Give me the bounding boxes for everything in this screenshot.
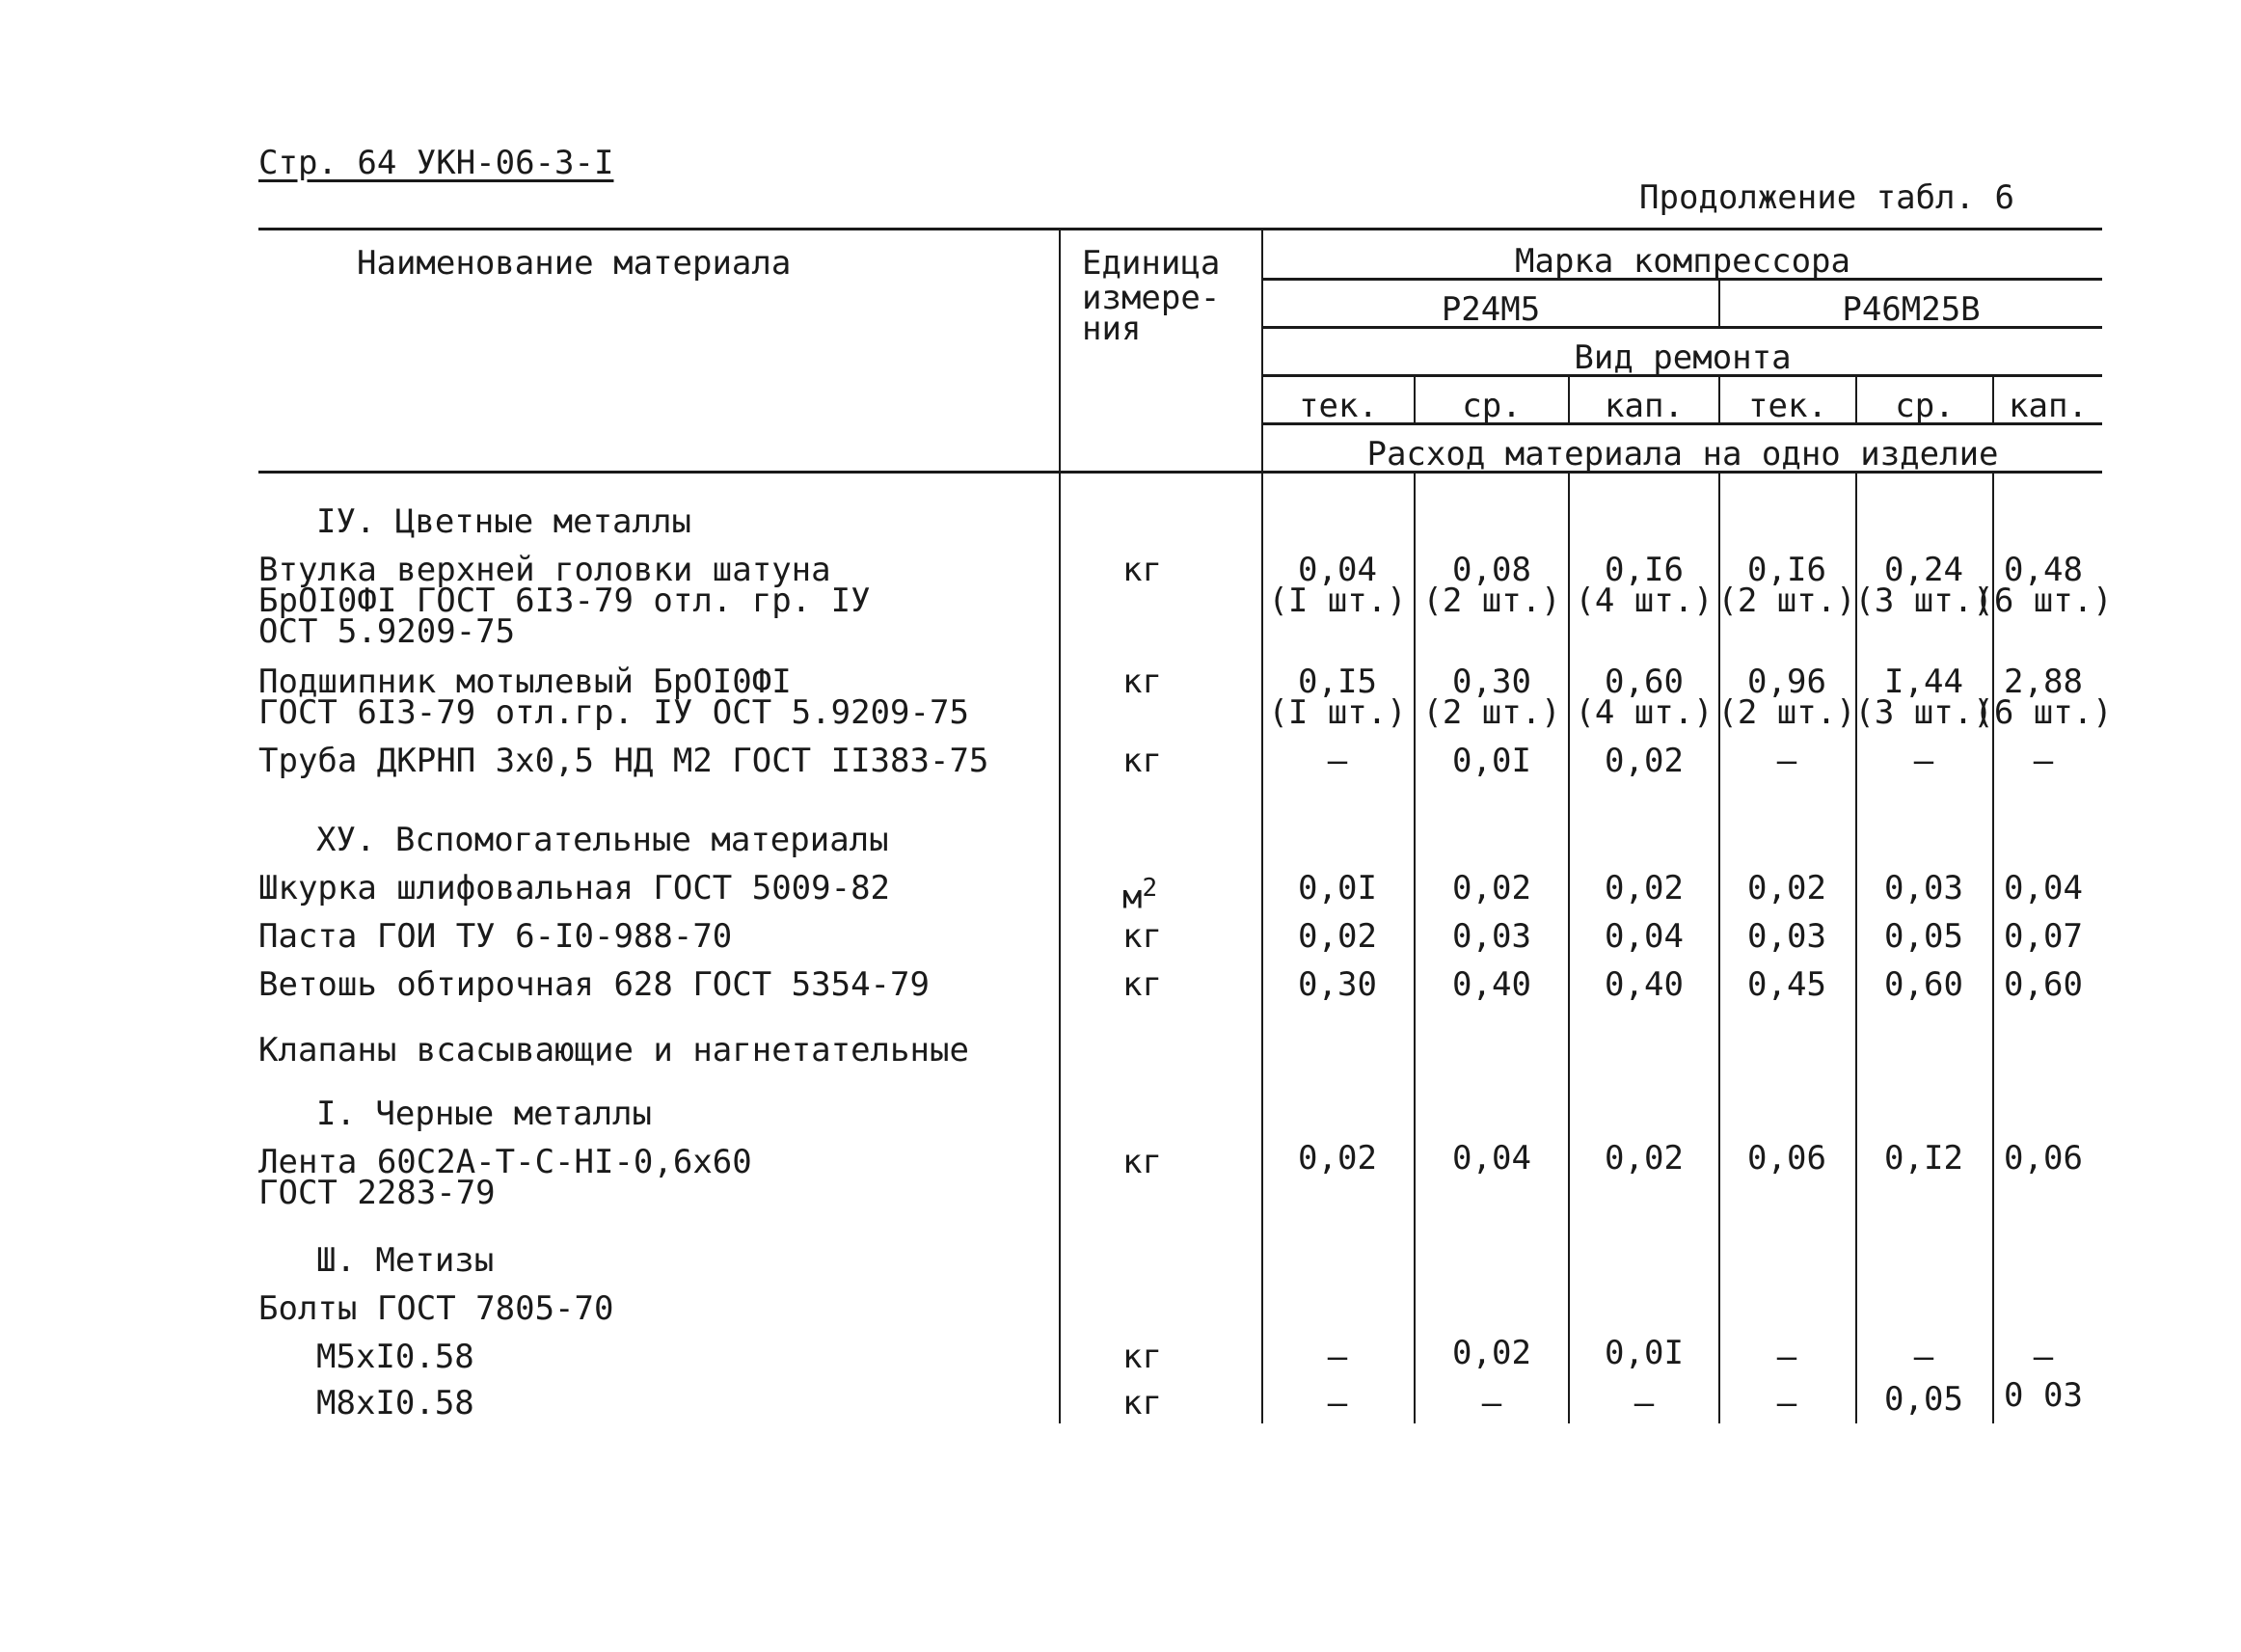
row-9-value-6: –	[2033, 1338, 2054, 1376]
header-repair-type: Вид ремонта	[1574, 339, 1792, 377]
table-top-rule	[258, 228, 2102, 230]
row-3-unit: кг	[1122, 742, 1162, 780]
col-divider-2-body	[1568, 471, 1570, 1423]
row-1-qty-5: (3 шт.)	[1854, 582, 1993, 620]
header-brand: Марка компрессора	[1515, 242, 1850, 281]
row-4-value-3: 0,02	[1605, 869, 1684, 907]
row-2-value-6: 2,88	[2004, 663, 2083, 701]
row-4-value-6: 0,04	[2004, 869, 2083, 907]
row-7-value-3: 0,02	[1605, 1139, 1684, 1178]
row-10-value-4: –	[1776, 1384, 1797, 1422]
row-6-value-6: 0,60	[2004, 965, 2083, 1004]
header-col-6: кап.	[2009, 387, 2088, 425]
row-10-name: М8хI0.58	[316, 1384, 474, 1422]
row-10-value-1: –	[1327, 1384, 1348, 1422]
row-1-value-1: 0,04	[1298, 551, 1377, 589]
section-title: I. Черные металлы	[316, 1095, 652, 1133]
row-1-unit: кг	[1122, 551, 1162, 589]
row-4-name: Шкурка шлифовальная ГОСТ 5009-82	[258, 869, 891, 907]
row-6-value-2: 0,40	[1452, 965, 1531, 1004]
row-3-value-2: 0,0I	[1452, 742, 1531, 780]
row-1-name-line3: ОСТ 5.9209-75	[258, 612, 516, 651]
row-1-value-2: 0,08	[1452, 551, 1531, 589]
section-title: Ш. Метизы	[316, 1241, 495, 1280]
row-6-value-3: 0,40	[1605, 965, 1684, 1004]
row-9-value-2: 0,02	[1452, 1334, 1531, 1372]
row-2-qty-5: (3 шт.)	[1854, 693, 1993, 732]
header-unit-line1: Единица	[1082, 244, 1221, 283]
row-7-value-5: 0,I2	[1884, 1139, 1963, 1178]
row-5-value-4: 0,03	[1747, 917, 1826, 956]
row-3-value-4: –	[1776, 742, 1797, 780]
row-7-value-1: 0,02	[1298, 1139, 1377, 1178]
row-4-unit-text: м	[1122, 878, 1143, 917]
row-5-value-6: 0,07	[2004, 917, 2083, 956]
row-2-value-1: 0,I5	[1298, 663, 1377, 701]
header-unit-line2: измере-	[1082, 279, 1221, 317]
row-9-name: М5хI0.58	[316, 1338, 474, 1376]
row-9-value-5: –	[1913, 1338, 1934, 1376]
section-title: IУ. Цветные металлы	[316, 502, 691, 541]
row-1-name-line1: Втулка верхней головки шатуна	[258, 551, 831, 589]
row-2-value-3: 0,60	[1605, 663, 1684, 701]
row-6-value-5: 0,60	[1884, 965, 1963, 1004]
row-9-unit: кг	[1122, 1338, 1162, 1376]
row-3-value-6: –	[2033, 742, 2054, 780]
row-2-value-4: 0,96	[1747, 663, 1826, 701]
header-col-3: кап.	[1605, 387, 1684, 425]
header-consumption: Расход материала на одно изделие	[1366, 435, 1999, 474]
row-1-value-3: 0,I6	[1605, 551, 1684, 589]
row-5-value-5: 0,05	[1884, 917, 1963, 956]
header-col-1: тек.	[1299, 387, 1378, 425]
row-1-qty-4: (2 шт.)	[1717, 582, 1856, 620]
header-col-4: тек.	[1748, 387, 1827, 425]
row-4-value-4: 0,02	[1747, 869, 1826, 907]
row-10-value-6: 0 03	[2004, 1376, 2083, 1415]
row-7-value-6: 0,06	[2004, 1139, 2083, 1178]
row-6-name: Ветошь обтирочная 628 ГОСТ 5354-79	[258, 965, 930, 1004]
row-1-qty-2: (2 шт.)	[1422, 582, 1561, 620]
row-1-value-4: 0,I6	[1747, 551, 1826, 589]
row-5-value-3: 0,04	[1605, 917, 1684, 956]
section-title: ХУ. Вспомогательные материалы	[316, 821, 889, 859]
row-6-value-1: 0,30	[1298, 965, 1377, 1004]
row-5-value-2: 0,03	[1452, 917, 1531, 956]
row-8-name: Болты ГОСТ 7805-70	[258, 1289, 614, 1328]
row-4-unit-superscript: 2	[1142, 874, 1158, 903]
row-5-value-1: 0,02	[1298, 917, 1377, 956]
row-2-qty-2: (2 шт.)	[1422, 693, 1561, 732]
row-9-value-3: 0,0I	[1605, 1334, 1684, 1372]
row-7-value-4: 0,06	[1747, 1139, 1826, 1178]
row-2-qty-6: (6 шт.)	[1974, 693, 2113, 732]
row-10-value-2: –	[1481, 1384, 1502, 1422]
row-7-name-line1: Лента 60С2А-Т-С-НI-0,6х60	[258, 1143, 752, 1181]
row-6-value-4: 0,45	[1747, 965, 1826, 1004]
row-2-qty-1: (I шт.)	[1268, 693, 1407, 732]
row-2-value-5: I,44	[1884, 663, 1963, 701]
row-3-value-5: –	[1913, 742, 1934, 780]
row-2-value-2: 0,30	[1452, 663, 1531, 701]
row-3-name: Труба ДКРНП 3х0,5 НД М2 ГОСТ II383-75	[258, 742, 989, 780]
row-7-unit: кг	[1122, 1143, 1162, 1181]
header-col-5: ср.	[1895, 387, 1955, 425]
row-2-qty-4: (2 шт.)	[1717, 693, 1856, 732]
row-4-unit	[1122, 870, 1157, 915]
table-continuation-label: Продолжение табл. 6	[1639, 178, 2014, 217]
row-1-qty-3: (4 шт.)	[1575, 582, 1714, 620]
row-1-value-6: 0,48	[2004, 551, 2083, 589]
row-1-qty-6: (6 шт.)	[1974, 582, 2113, 620]
row-5-name: Паста ГОИ ТУ 6-I0-988-70	[258, 917, 733, 956]
row-2-unit: кг	[1122, 663, 1162, 701]
col-divider-1-body	[1414, 471, 1416, 1423]
row-6-unit: кг	[1122, 965, 1162, 1004]
row-10-value-3: –	[1634, 1384, 1655, 1422]
header-unit-line3: ния	[1082, 310, 1142, 348]
page-reference: Стр. 64 УКН-06-3-I	[258, 144, 614, 182]
row-2-name-line1: Подшипник мотылевый БрОI0ФI	[258, 663, 792, 701]
section-title: Клапаны всасывающие и нагнетательные	[258, 1031, 969, 1070]
row-5-unit: кг	[1122, 917, 1162, 956]
row-7-name-line2: ГОСТ 2283-79	[258, 1174, 496, 1212]
row-1-name-line2: БрОI0ФI ГОСТ 6I3-79 отл. гр. IУ	[258, 582, 871, 620]
row-9-value-4: –	[1776, 1338, 1797, 1376]
row-7-value-2: 0,04	[1452, 1139, 1531, 1178]
header-model-2: Р46М25В	[1842, 290, 1981, 329]
row-3-value-3: 0,02	[1605, 742, 1684, 780]
header-material: Наименование материала	[357, 244, 792, 283]
row-4-value-5: 0,03	[1884, 869, 1963, 907]
row-10-unit: кг	[1122, 1384, 1162, 1422]
row-4-value-2: 0,02	[1452, 869, 1531, 907]
row-2-name-line2: ГОСТ 6I3-79 отл.гр. IУ ОСТ 5.9209-75	[258, 693, 969, 732]
col-divider-unit	[1059, 228, 1061, 1423]
row-9-value-1: –	[1327, 1338, 1348, 1376]
row-4-value-1: 0,0I	[1298, 869, 1377, 907]
row-1-qty-1: (I шт.)	[1268, 582, 1407, 620]
header-col-2: ср.	[1462, 387, 1522, 425]
header-model-1: Р24М5	[1441, 290, 1541, 329]
row-1-value-5: 0,24	[1884, 551, 1963, 589]
row-3-value-1: –	[1327, 742, 1348, 780]
row-2-qty-3: (4 шт.)	[1575, 693, 1714, 732]
row-10-value-5: 0,05	[1884, 1380, 1963, 1419]
